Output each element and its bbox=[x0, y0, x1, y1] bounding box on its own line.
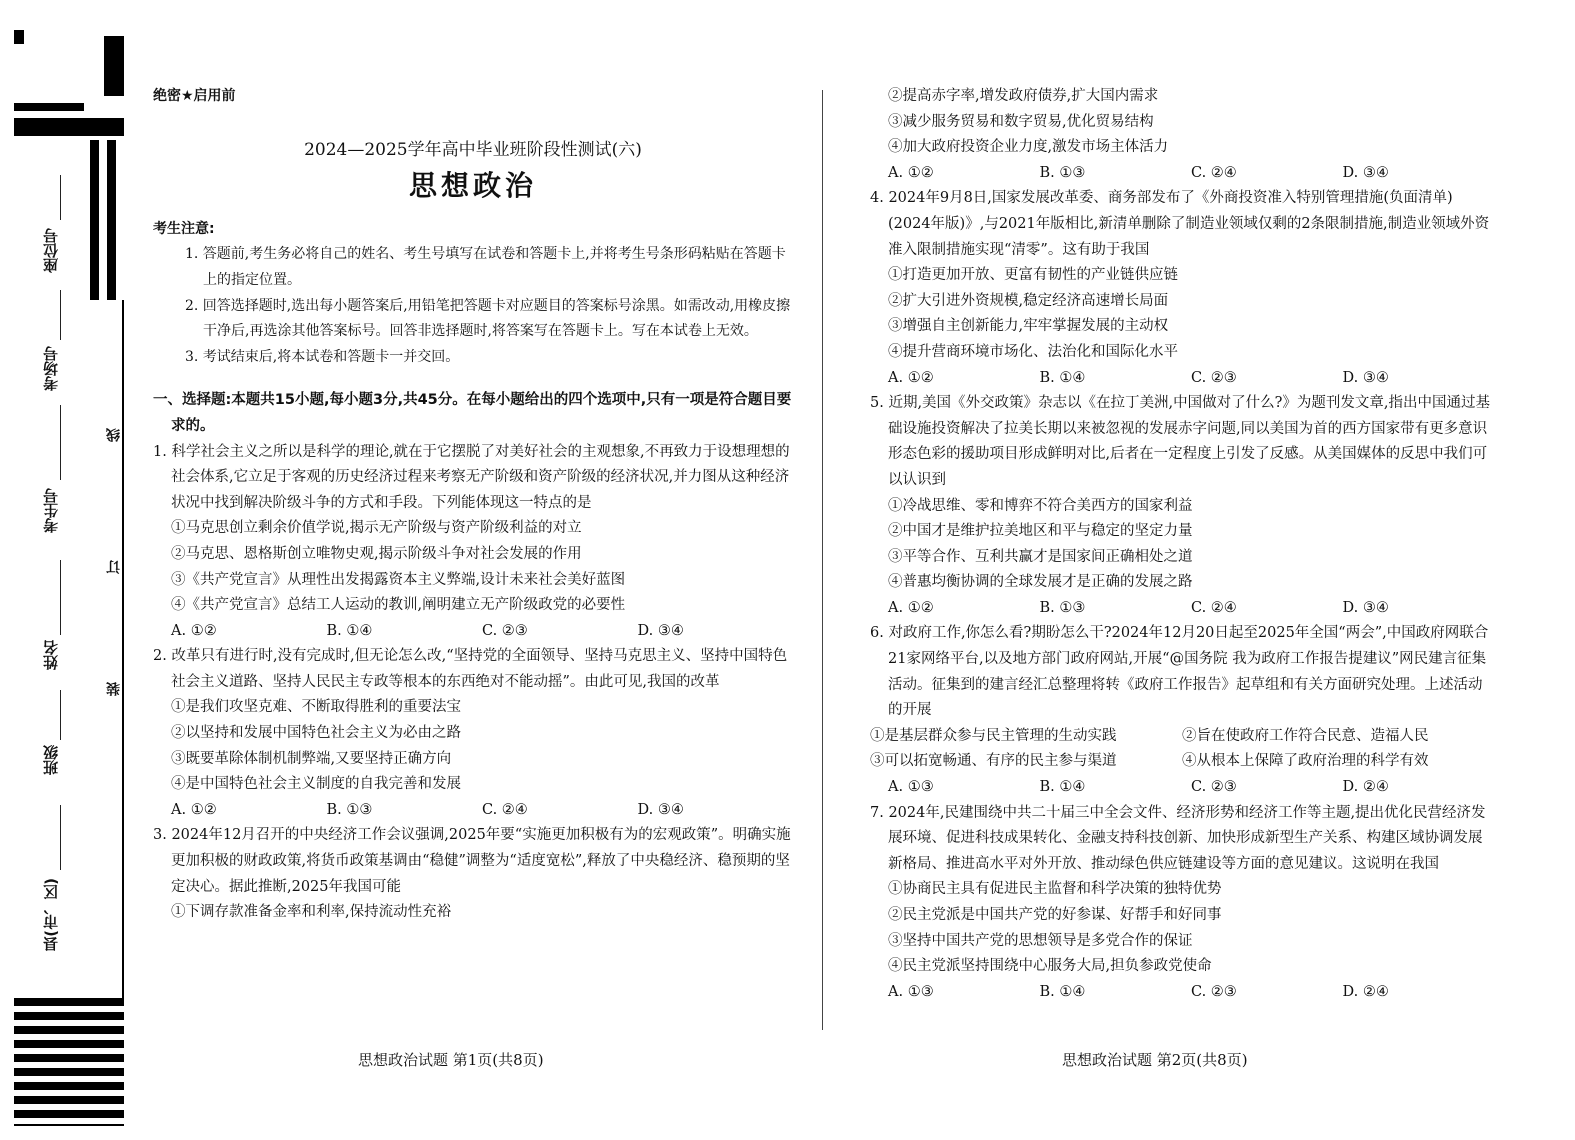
notice-item: 3. 考试结束后,将本试卷和答题卡一并交回。 bbox=[185, 348, 460, 365]
answer-options bbox=[870, 980, 1494, 1006]
class-line bbox=[60, 690, 61, 740]
statement: ③可以拓宽畅通、有序的民主参与渠道 bbox=[870, 753, 1117, 770]
binding-mark-bind: 装 bbox=[106, 682, 122, 696]
statement: ②中国才是维护拉美地区和平与稳定的坚定力量 bbox=[888, 523, 1193, 540]
option-d: D. ③④ bbox=[637, 801, 684, 818]
question-2 bbox=[153, 644, 793, 823]
page-1-footer: 思想政治试题 第1页(共8页) bbox=[358, 1051, 544, 1069]
statement: ③《共产党宣言》从理性出发揭露资本主义弊端,设计未来社会美好蓝图 bbox=[171, 571, 626, 588]
option-c: C. ②③ bbox=[1191, 779, 1237, 796]
seat-number-label: 座位号 bbox=[42, 228, 60, 273]
option-a: A. ①② bbox=[888, 164, 934, 181]
answer-options bbox=[870, 596, 1494, 622]
option-a: A. ①② bbox=[888, 369, 934, 386]
page-2 bbox=[870, 84, 1494, 1005]
subject-title: 思想政治 bbox=[408, 169, 537, 203]
option-d: D. ③④ bbox=[1342, 369, 1389, 386]
statement: ②旨在使政府工作符合民意、造福人民 bbox=[1182, 727, 1429, 744]
statement: ①下调存款准备金率和利率,保持流动性充裕 bbox=[171, 904, 452, 921]
statement-row bbox=[870, 724, 1494, 750]
statement: ④民主党派坚持围绕中心服务大局,担负参政党使命 bbox=[888, 958, 1212, 975]
statement: ①是我们攻坚克难、不断取得胜利的重要法宝 bbox=[171, 699, 461, 716]
statement: ②以坚持和发展中国特色社会主义为必由之路 bbox=[171, 725, 461, 742]
option-c: C. ②③ bbox=[482, 622, 528, 639]
option-b: B. ①④ bbox=[1039, 983, 1086, 1000]
barcode-bar bbox=[14, 118, 124, 136]
option-a: A. ①② bbox=[888, 599, 934, 616]
notice-item: 1. 答题前,考生务必将自己的姓名、考生号填写在试卷和答题卡上,并将考生号条形码粘贴在答题卡上的指定位置。 bbox=[185, 246, 786, 288]
option-c: C. ②④ bbox=[1191, 164, 1237, 181]
binding-mark-line: 线 bbox=[106, 428, 122, 442]
statement: ③平等合作、互利共赢才是国家间正确相处之道 bbox=[888, 548, 1193, 565]
answer-options bbox=[870, 775, 1494, 801]
statement: ①是基层群众参与民主管理的生动实践 bbox=[870, 727, 1117, 744]
statement: ②民主党派是中国共产党的好参谋、好帮手和好同事 bbox=[888, 907, 1222, 923]
statement: ④从根本上保障了政府治理的科学有效 bbox=[1182, 753, 1429, 770]
option-a: A. ①③ bbox=[888, 779, 934, 796]
name-label: 姓名 bbox=[42, 640, 60, 670]
option-c: C. ②④ bbox=[482, 801, 528, 818]
statement: ④加大政府投资企业力度,激发市场主体活力 bbox=[888, 139, 1169, 156]
option-b: B. ①④ bbox=[1039, 779, 1086, 796]
statement: ①协商民主具有促进民主监督和科学决策的独特优势 bbox=[888, 881, 1222, 898]
question-stem: 4. 2024年9月8日,国家发展改革委、商务部发布了《外商投资准入特别管理措施(负面清单)(2024年版)》,与2021年版相比,新清单删除了制造业领域仅剩的2条限制措施,制造业领域外资准入限制措施实现“清零”。这有助于我国 bbox=[870, 190, 1490, 258]
notice-item: 2. 回答选择题时,选出每小题答案后,用铅笔把答题卡对应题目的答案标号涂黑。如需改动,用橡皮擦干净后,再选涂其他答案标号。回答非选择题时,将答案写在答题卡上。写在本试卷上无效。 bbox=[185, 297, 791, 340]
binding-mark-staple: 订 bbox=[106, 560, 122, 574]
student-number-label: 考生号 bbox=[42, 488, 60, 533]
option-d: D. ③④ bbox=[637, 622, 684, 639]
student-number-line bbox=[60, 405, 61, 480]
option-a: A. ①② bbox=[171, 622, 217, 639]
notice-heading: 考生注意: bbox=[153, 220, 215, 237]
section-heading: 一、选择题:本题共15小题,每小题3分,共45分。在每小题给出的四个选项中,只有一项是符合题目要求的。 bbox=[153, 392, 792, 434]
statement: ①冷战思维、零和博弈不符合美西方的国家利益 bbox=[888, 497, 1193, 514]
barcode-block bbox=[14, 998, 124, 1126]
option-c: C. ②④ bbox=[1191, 599, 1237, 616]
option-d: D. ③④ bbox=[1342, 164, 1389, 181]
barcode-column bbox=[90, 140, 124, 300]
statement: ④提升营商环境市场化、法治化和国际化水平 bbox=[888, 343, 1178, 360]
statement: ③增强自主创新能力,牢牢掌握发展的主动权 bbox=[888, 318, 1169, 335]
column-divider bbox=[822, 90, 823, 1030]
question-stem: 2. 改革只有进行时,没有完成时,但无论怎么改,“坚持党的全面领导、坚持马克思主义、坚持中国特色社会主义道路、坚持人民民主专政等根本的东西绝对不能动摇”。由此可见,我国的改革 bbox=[153, 648, 788, 690]
question-stem: 1. 科学社会主义之所以是科学的理论,就在于它摆脱了对美好社会的主观想象,不再致力于设想理想的社会体系,它立足于客观的历史经济过程来考察无产阶级和资产阶级的经济状况,并力图从这种经济状况中找到解决阶级斗争的方式和手段。下列能体现这一特点的是 bbox=[153, 443, 790, 511]
answer-options bbox=[870, 366, 1494, 392]
class-label: 班级 bbox=[42, 745, 60, 775]
statement: ②马克思、恩格斯创立唯物史观,揭示阶级斗争对社会发展的作用 bbox=[171, 545, 582, 562]
page-2-footer: 思想政治试题 第2页(共8页) bbox=[1062, 1051, 1248, 1069]
question-5 bbox=[870, 391, 1494, 621]
question-stem: 6. 对政府工作,你怎么看?期盼怎么干?2024年12月20日起至2025年全国“两会”,中国政府网联合21家网络平台,以及地方部门政府网站,开展“@国务院 我为政府工作报告提建议”网民建言征集活动。征集到的建言经汇总整理将转《政府工作报告》起草组和有关方面研究处理。上述活动的开展 bbox=[870, 625, 1489, 719]
statement: ③坚持中国共产党的思想领导是多党合作的保证 bbox=[888, 932, 1193, 949]
county-line bbox=[60, 805, 61, 870]
answer-options bbox=[153, 619, 793, 645]
corner-mark bbox=[104, 36, 124, 96]
option-d: D. ③④ bbox=[1342, 599, 1389, 616]
corner-mark bbox=[14, 103, 84, 111]
binding-strip bbox=[0, 0, 130, 1140]
statement: ①打造更加开放、更富有韧性的产业链供应链 bbox=[888, 267, 1178, 284]
option-b: B. ①④ bbox=[1039, 369, 1086, 386]
answer-options bbox=[153, 798, 793, 824]
statement: ③减少服务贸易和数字贸易,优化贸易结构 bbox=[888, 113, 1154, 130]
question-1 bbox=[153, 440, 793, 645]
option-a: A. ①② bbox=[171, 801, 217, 818]
option-c: C. ②③ bbox=[1191, 983, 1237, 1000]
option-d: D. ②④ bbox=[1342, 779, 1389, 796]
exam-title: 2024—2025学年高中毕业班阶段性测试(六) bbox=[304, 139, 642, 160]
statement: ④普惠均衡协调的全球发展才是正确的发展之路 bbox=[888, 574, 1193, 591]
binding-edge-line bbox=[122, 300, 124, 1000]
exam-room-line bbox=[60, 290, 61, 340]
statement: ④是中国特色社会主义制度的自我完善和发展 bbox=[171, 776, 461, 793]
question-4 bbox=[870, 186, 1494, 391]
page-1 bbox=[153, 84, 793, 926]
question-7 bbox=[870, 801, 1494, 1006]
statement: ①马克思创立剩余价值学说,揭示无产阶级与资产阶级利益的对立 bbox=[171, 520, 582, 537]
question-stem: 7. 2024年,民建围绕中共二十届三中全会文件、经济形势和经济工作等主题,提出优化民营经济发展环境、促进科技成果转化、金融支持科技创新、加快形成新型生产关系、构建区域协调发展新格局、推进高水平对外开放、推动绿色供应链建设等方面的意见建议。这说明在我国 bbox=[870, 804, 1486, 872]
answer-options bbox=[870, 161, 1494, 187]
question-stem: 3. 2024年12月召开的中央经济工作会议强调,2025年要“实施更加积极有为的宏观政策”。明确实施更加积极的财政政策,将货币政策基调由“稳健”调整为“适度宽松”,释放了中央稳经济、稳预期的坚定决心。据此推断,2025年我国可能 bbox=[153, 827, 791, 895]
statement: ②提高赤字率,增发政府债券,扩大国内需求 bbox=[888, 88, 1159, 104]
county-label: 县(市、区) bbox=[42, 878, 60, 952]
option-c: C. ②③ bbox=[1191, 369, 1237, 386]
question-6 bbox=[870, 621, 1494, 800]
statement: ④《共产党宣言》总结工人运动的教训,阐明建立无产阶级政党的必要性 bbox=[171, 597, 626, 614]
corner-mark bbox=[14, 30, 24, 44]
statement: ③既要革除体制机制弊端,又要坚持正确方向 bbox=[171, 750, 452, 767]
option-b: B. ①③ bbox=[1039, 599, 1086, 616]
option-d: D. ②④ bbox=[1342, 983, 1389, 1000]
option-a: A. ①③ bbox=[888, 983, 934, 1000]
option-b: B. ①③ bbox=[326, 801, 373, 818]
name-line bbox=[60, 560, 61, 635]
exam-room-label: 考场号 bbox=[42, 346, 60, 391]
secret-label: 绝密★启用前 bbox=[153, 88, 236, 104]
statement-row bbox=[870, 749, 1494, 775]
question-3 bbox=[153, 823, 793, 925]
option-b: B. ①④ bbox=[326, 622, 373, 639]
statement: ②扩大引进外资规模,稳定经济高速增长局面 bbox=[888, 292, 1169, 309]
option-b: B. ①③ bbox=[1039, 164, 1086, 181]
question-stem: 5. 近期,美国《外交政策》杂志以《在拉丁美洲,中国做对了什么?》为题刊发文章,指出中国通过基础设施投资解决了拉美长期以来被忽视的发展赤字问题,同以美国为首的西方国家带有更多意识形态色彩的援助项目形成鲜明对比,后者在一定程度上引发了反感。从美国媒体的反思中我们可以认识到 bbox=[870, 395, 1491, 488]
question-3-continued bbox=[870, 84, 1494, 186]
seat-number-line bbox=[60, 175, 61, 220]
